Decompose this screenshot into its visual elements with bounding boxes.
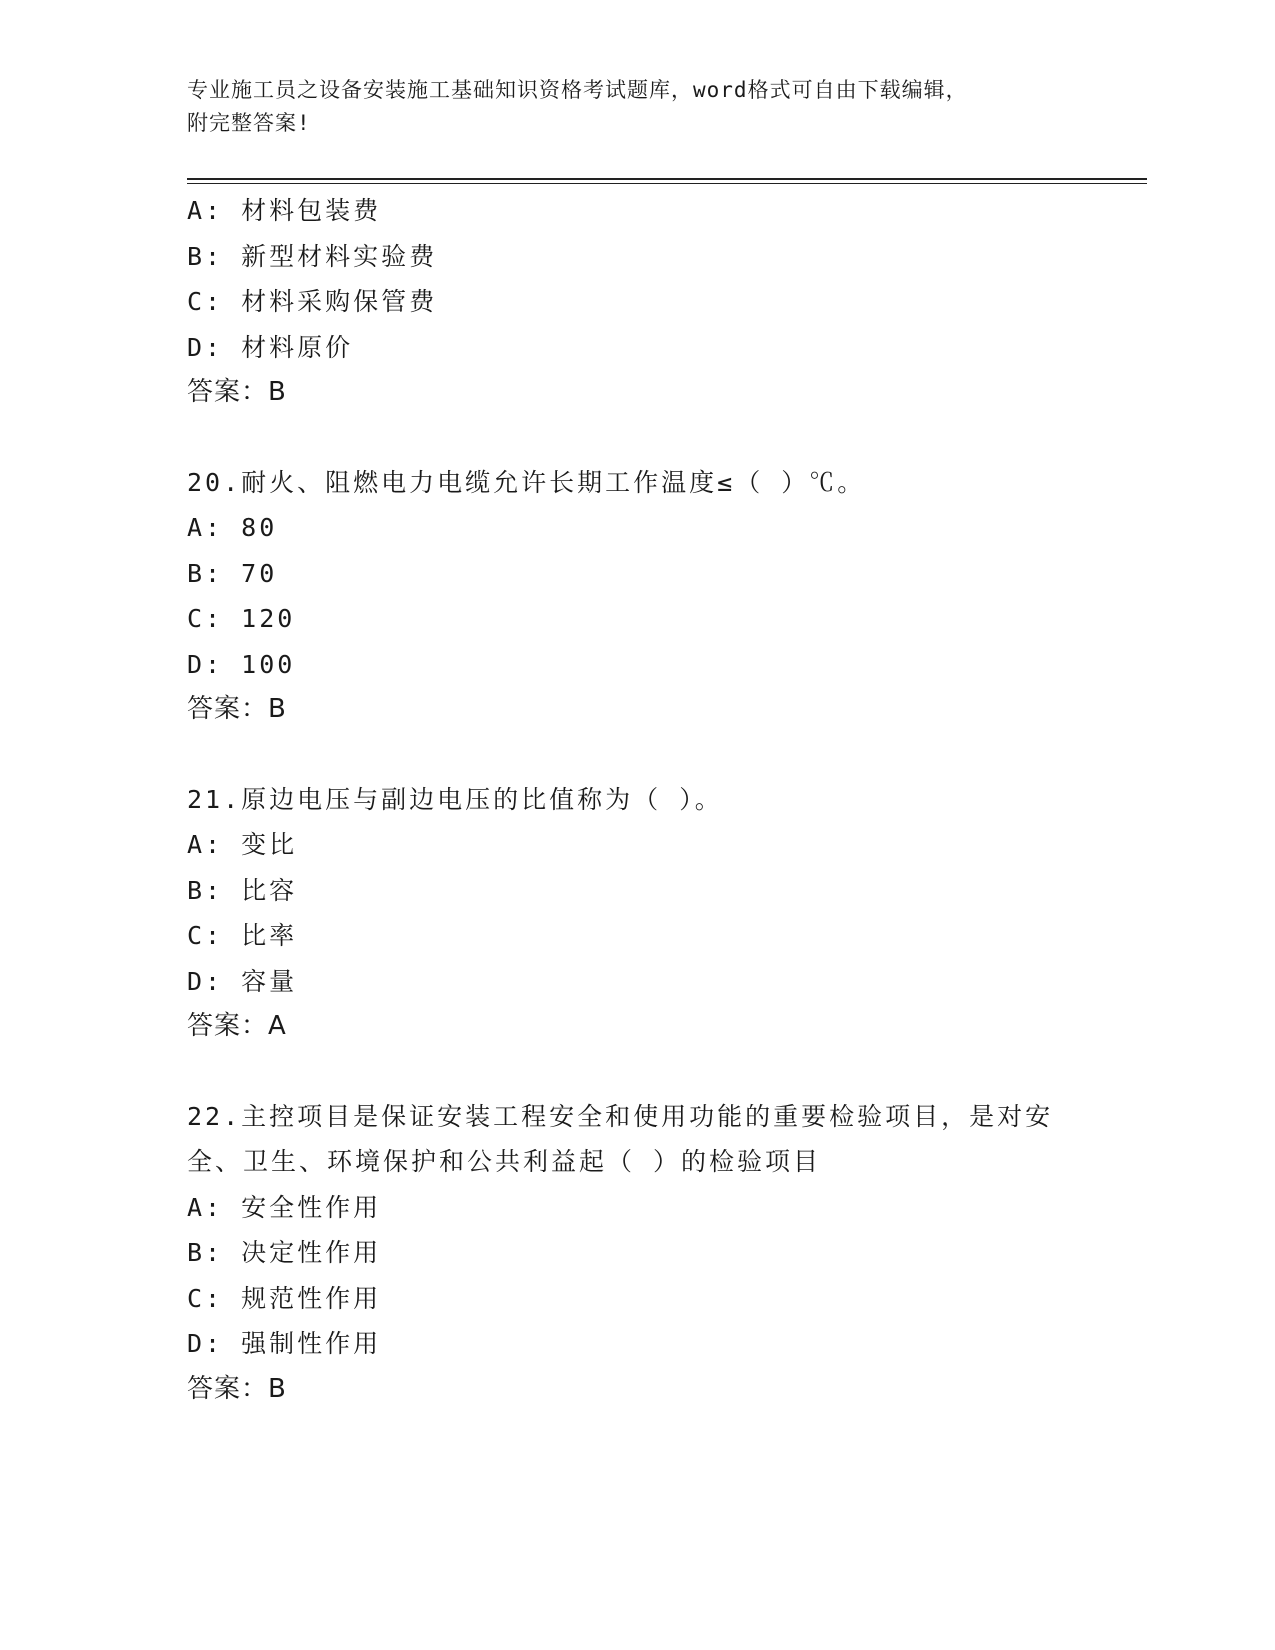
option-b: B: 决定性作用	[187, 1238, 382, 1267]
question-text-line-2: 全、卫生、环境保护和公共利益起（ ）的检验项目	[187, 1147, 822, 1176]
option-a: A: 变比	[187, 830, 298, 859]
option-a: A: 材料包装费	[187, 196, 382, 225]
header-divider-thick	[187, 178, 1147, 180]
option-a: A: 安全性作用	[187, 1192, 382, 1222]
header-line-1: 专业施工员之设备安装施工基础知识资格考试题库，word格式可自由下载编辑，	[187, 78, 968, 102]
question-19-block	[187, 188, 1147, 416]
spacer	[187, 733, 1147, 777]
spacer	[187, 1050, 1147, 1094]
answer: 答案：B	[187, 1373, 287, 1404]
option-b: B: 新型材料实验费	[187, 241, 438, 271]
option-d: D: 强制性作用	[187, 1329, 382, 1358]
question-20-block	[187, 460, 1147, 733]
document-header	[187, 74, 1067, 140]
option-c: C: 120	[187, 604, 296, 633]
header-divider-thin	[187, 183, 1147, 184]
option-c: C: 材料采购保管费	[187, 287, 438, 316]
header-line-2: 附完整答案!	[187, 111, 311, 135]
answer: 答案：B	[187, 694, 287, 724]
option-c: C: 规范性作用	[187, 1283, 382, 1313]
option-b: B: 比容	[187, 875, 298, 905]
option-a: A: 80	[187, 513, 278, 542]
question-text-line-1: 22.主控项目是保证安装工程安全和使用功能的重要检验项目，是对安	[187, 1101, 1054, 1131]
question-text: 20.耐火、阻燃电力电缆允许长期工作温度≤（ ）℃。	[187, 467, 866, 497]
option-c: C: 比率	[187, 921, 298, 950]
option-d: D: 材料原价	[187, 332, 354, 362]
option-d: D: 100	[187, 649, 296, 679]
option-d: D: 容量	[187, 966, 298, 996]
answer: 答案：B	[187, 377, 287, 407]
option-b: B: 70	[187, 558, 278, 588]
question-22-block	[187, 1094, 1147, 1413]
question-21-block	[187, 777, 1147, 1050]
question-content	[187, 188, 1147, 1412]
spacer	[187, 416, 1147, 460]
answer: 答案：A	[187, 1011, 287, 1041]
question-text: 21.原边电压与副边电压的比值称为（ ）。	[187, 784, 723, 814]
